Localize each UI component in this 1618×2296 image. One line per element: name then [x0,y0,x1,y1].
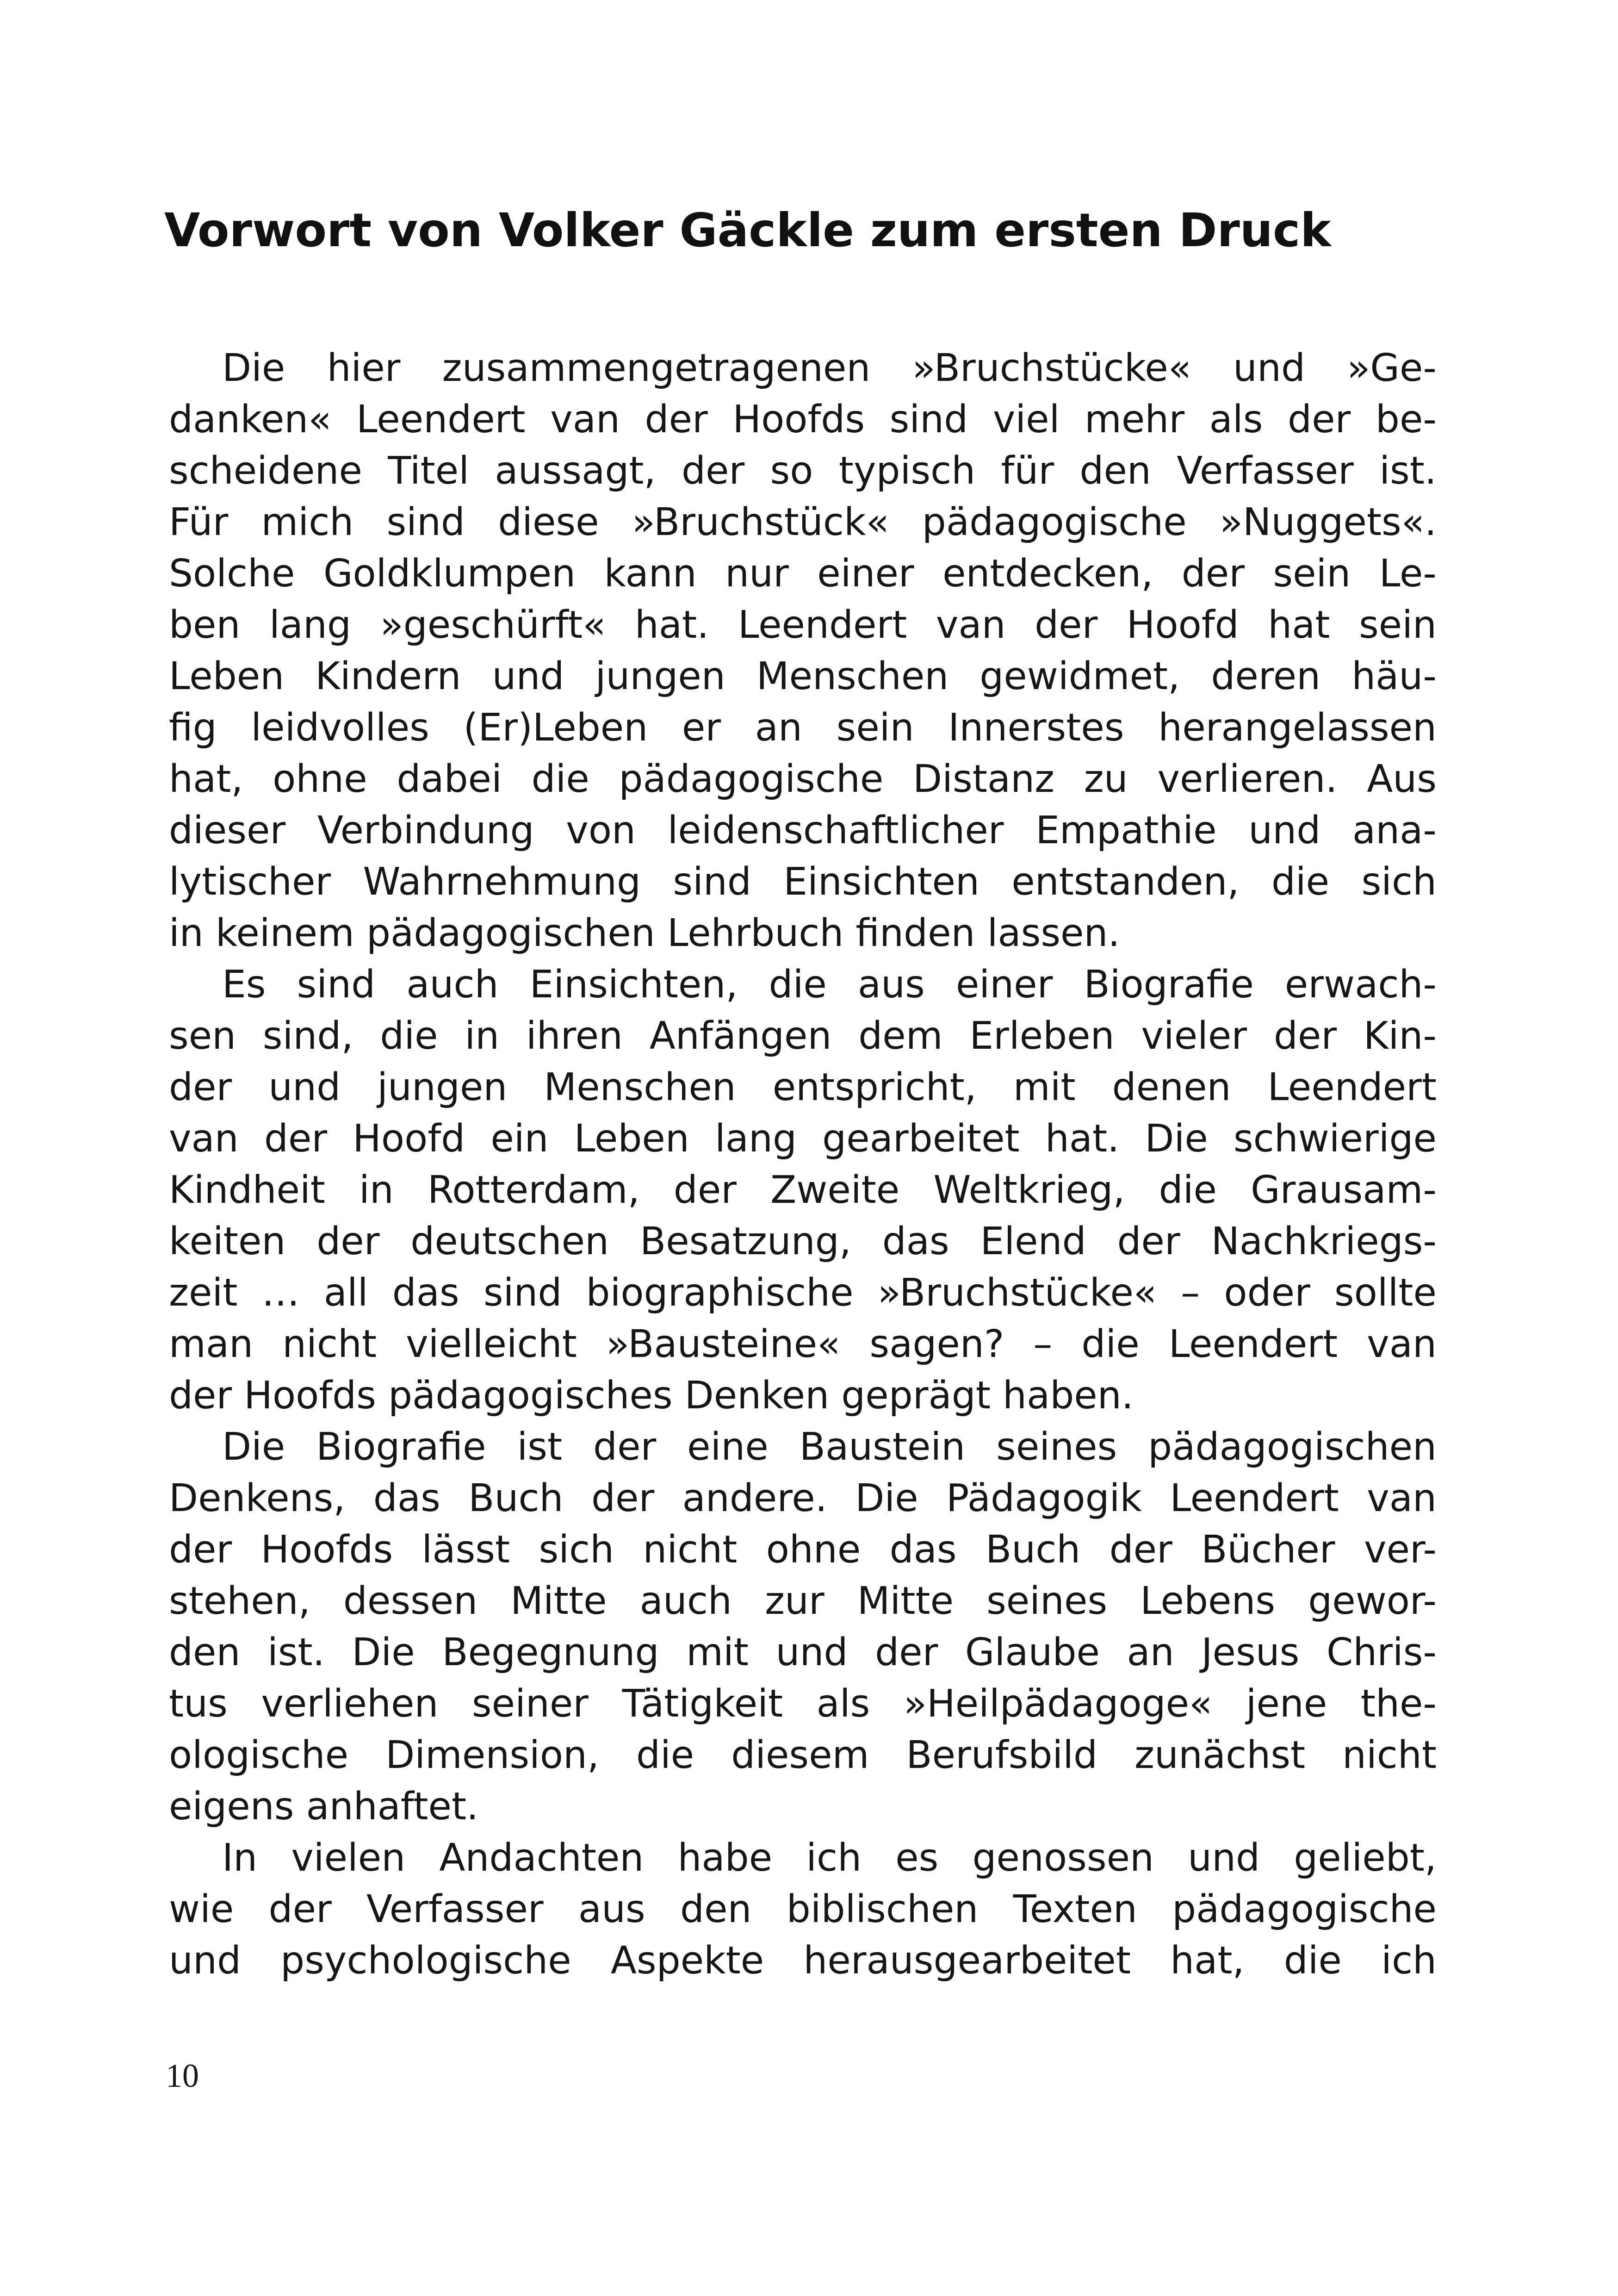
text-line: ologische Dimension, die diesem Berufsbild zunächst nicht [169,1733,1437,1777]
text-line: van der Hoofd ein Leben lang gearbeitet hat. Die schwierige [169,1117,1437,1161]
text-line: in keinem pädagogischen Lehrbuch finden lassen. [169,911,1120,955]
text-line: Die hier zusammengetragenen »Bruchstücke« und »Ge- [222,346,1437,390]
text-line: hat, ohne dabei die pädagogische Distanz zu verlieren. Aus [169,757,1437,801]
text-line: lytischer Wahrnehmung sind Einsichten entstanden, die sich [169,860,1437,904]
text-line: Denkens, das Buch der andere. Die Pädagogik Leendert van [169,1476,1437,1520]
text-line: der und jungen Menschen entspricht, mit denen Leendert [169,1065,1437,1109]
text-line: der Hoofds lässt sich nicht ohne das Buch der Bücher ver- [169,1528,1437,1572]
text-line: Kindheit in Rotterdam, der Zweite Weltkrieg, die Grausam- [169,1168,1437,1212]
text-line: stehen, dessen Mitte auch zur Mitte seines Lebens gewor- [169,1579,1437,1623]
text-line: den ist. Die Begegnung mit und der Glaube an Jesus Chris- [169,1630,1437,1674]
text-line: sen sind, die in ihren Anfängen dem Erleben vieler der Kin- [169,1014,1437,1058]
text-line: eigens anhaftet. [169,1785,479,1829]
paragraph [169,959,1437,1421]
text-line: fig leidvolles (Er)Leben er an sein Innerstes herangelassen [169,706,1437,750]
text-line: keiten der deutschen Besatzung, das Elend der Nachkriegs- [169,1220,1437,1263]
text-line: der Hoofds pädagogisches Denken geprägt haben. [169,1374,1134,1418]
text-line: man nicht vielleicht »Bausteine« sagen? – die Leendert van [169,1322,1437,1366]
text-line: scheidene Titel aussagt, der so typisch für den Verfasser ist. [169,449,1437,493]
text-line: Leben Kindern und jungen Menschen gewidmet, deren häu- [169,654,1437,698]
text-line: danken« Leendert van der Hoofds sind viel mehr als der be- [169,398,1437,442]
text-line: und psychologische Aspekte herausgearbeitet hat, die ich [169,1939,1437,1983]
text-line: dieser Verbindung von leidenschaftlicher Empathie und ana- [169,809,1437,852]
text-line: Solche Goldklumpen kann nur einer entdecken, der sein Le- [169,552,1437,596]
chapter-heading: Vorwort von Volker Gäckle zum ersten Druck [164,203,1331,257]
text-line: Die Biografie ist der eine Baustein seines pädagogischen [222,1425,1437,1469]
body-text [169,342,1437,1986]
paragraph [169,342,1437,959]
paragraph [169,1832,1437,1986]
text-line: tus verliehen seiner Tätigkeit als »Heilpädagoge« jene the- [169,1682,1437,1726]
text-line: ben lang »geschürft« hat. Leendert van der Hoofd hat sein [169,603,1437,647]
text-line: Für mich sind diese »Bruchstück« pädagogische »Nuggets«. [169,500,1437,544]
paragraph [169,1421,1437,1832]
text-line: zeit … all das sind biographische »Bruchstücke« – oder sollte [169,1271,1437,1315]
page-number: 10 [166,2057,199,2094]
text-line: In vielen Andachten habe ich es genossen und geliebt, [222,1836,1437,1880]
text-line: Es sind auch Einsichten, die aus einer Biografie erwach- [222,963,1437,1007]
text-line: wie der Verfasser aus den biblischen Texten pädagogische [169,1887,1437,1931]
